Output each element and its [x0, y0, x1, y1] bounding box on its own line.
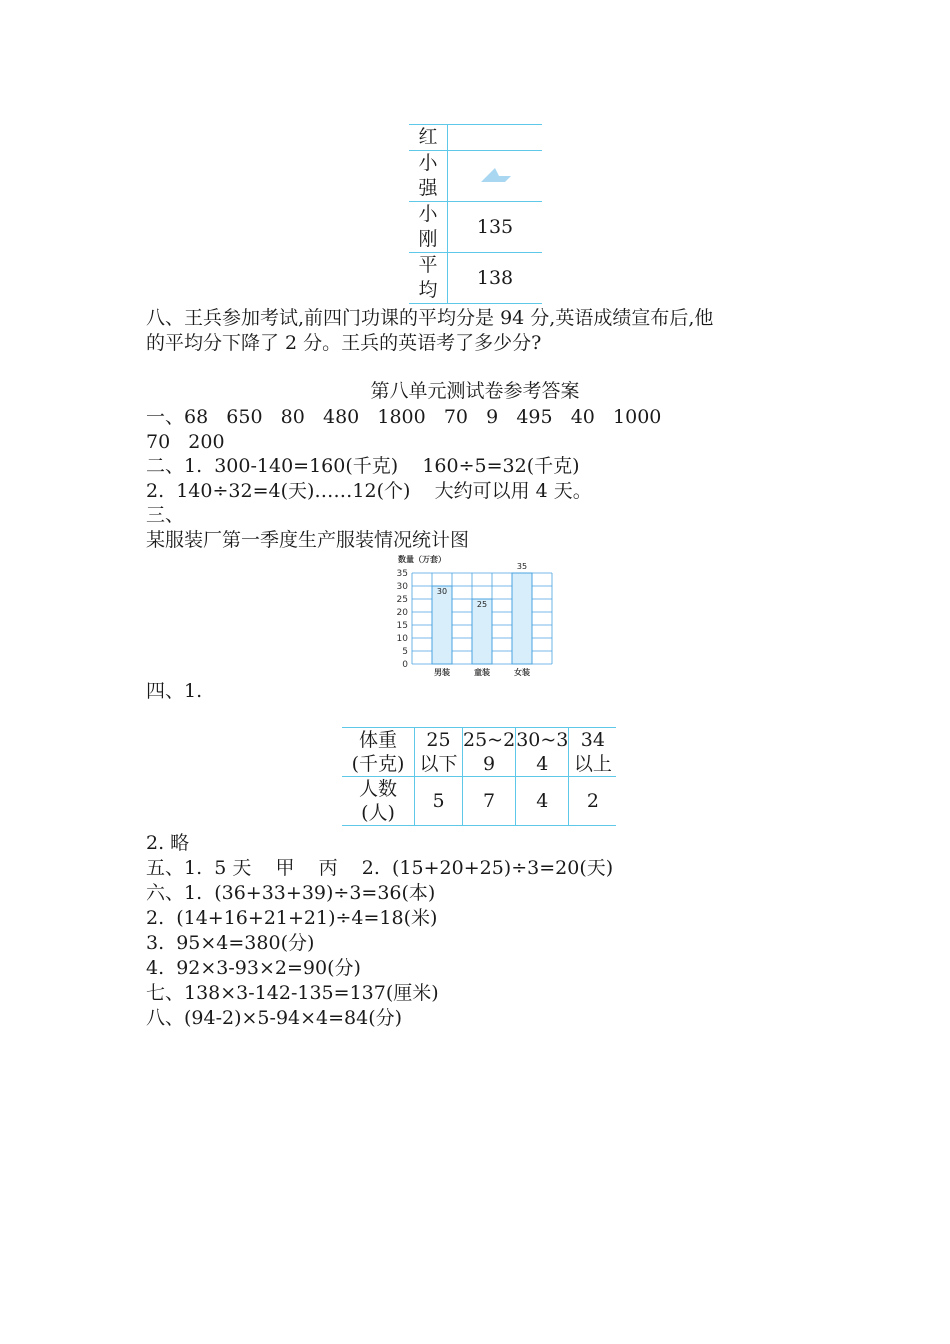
table-row: [342, 777, 616, 826]
weight-table: [342, 727, 616, 826]
bar: [512, 573, 532, 664]
student-name: 红: [409, 125, 448, 151]
y-tick-label: 35: [396, 569, 408, 579]
weight-table-cell: 34 以上: [569, 728, 617, 777]
answer-6-2: 2. (14+16+21+21)÷4=18(米): [146, 907, 438, 929]
answer-8: 八、(94-2)×5-94×4=84(分): [146, 1007, 403, 1029]
table-row: [409, 151, 542, 202]
category-label: 男装: [434, 668, 450, 677]
table-row: [409, 125, 542, 151]
student-name-text: 平均: [418, 254, 438, 301]
table-row: [342, 728, 616, 777]
student-name-text: 小强: [418, 152, 438, 199]
table-row: [409, 253, 542, 304]
answers-title: 第八单元测试卷参考答案: [370, 380, 580, 402]
data-label: 30: [436, 587, 448, 596]
weight-table-row-header: 体重 (千克): [342, 728, 415, 777]
table-row: [409, 202, 542, 253]
y-tick-label: 20: [396, 608, 408, 618]
y-tick-label: 5: [402, 647, 408, 657]
score-cell: 138: [448, 253, 543, 304]
answer-6-4: 4. 92×3-93×2=90(分): [146, 957, 361, 979]
weight-table-cell: 25 以下: [415, 728, 463, 777]
student-name: [409, 253, 448, 304]
answer-1-line1: 一、68 650 80 480 1800 70 9 495 40 1000: [146, 406, 662, 428]
answer-5: 五、1. 5 天 甲 丙 2. (15+20+25)÷3=20(天): [146, 857, 614, 879]
category-label: 女装: [514, 668, 530, 677]
data-label: 25: [476, 600, 488, 609]
y-tick-label: 0: [402, 660, 408, 670]
question-8-line1: 八、王兵参加考试,前四门功课的平均分是 94 分,英语成绩宣布后,他: [146, 307, 714, 329]
weight-table-row-header: 人数 (人): [342, 777, 415, 826]
score-cell: [448, 125, 543, 151]
weight-table-cell: 5: [415, 777, 463, 826]
student-name: [409, 151, 448, 202]
weight-table-cell: 4: [516, 777, 569, 826]
answer-4-2: 2. 略: [146, 832, 190, 854]
bar: [432, 586, 452, 664]
answer-2-line1: 二、1. 300-140=160(千克) 160÷5=32(千克): [146, 455, 580, 477]
answer-2-line2: 2. 140÷32=4(天)……12(个) 大约可以用 4 天。: [146, 480, 592, 502]
answer-7: 七、138×3-142-135=137(厘米): [146, 982, 439, 1004]
score-cell: 135: [448, 202, 543, 253]
answer-1-line2: 70 200: [146, 431, 225, 453]
answer-6-1: 六、1. (36+33+39)÷3=36(本): [146, 882, 436, 904]
weight-table-cell: 25~2 9: [463, 729, 516, 775]
data-label: 35: [516, 562, 528, 571]
chart-title: 某服装厂第一季度生产服装情况统计图: [146, 529, 470, 551]
student-name-text: 小刚: [418, 203, 438, 250]
chart-y-label: 数量（万套）: [398, 555, 446, 564]
weight-table-cell: 2: [569, 777, 617, 826]
smudge-icon: [475, 162, 515, 186]
score-table: [409, 124, 542, 304]
bar-chart: [394, 553, 564, 681]
y-tick-label: 15: [396, 621, 408, 631]
weight-table-cell: 7: [463, 777, 516, 826]
student-name: [409, 202, 448, 253]
weight-table-cell: 30~3 4: [516, 729, 569, 775]
category-label: 童装: [474, 668, 490, 677]
answer-6-3: 3. 95×4=380(分): [146, 932, 315, 954]
score-cell: [448, 151, 543, 202]
y-tick-label: 30: [396, 582, 408, 592]
y-tick-label: 10: [396, 634, 408, 644]
answer-4-label: 四、1.: [146, 680, 203, 702]
answer-3-label: 三、: [146, 504, 185, 526]
question-8-line2: 的平均分下降了 2 分。王兵的英语考了多少分?: [146, 332, 542, 354]
y-tick-label: 25: [396, 595, 408, 605]
